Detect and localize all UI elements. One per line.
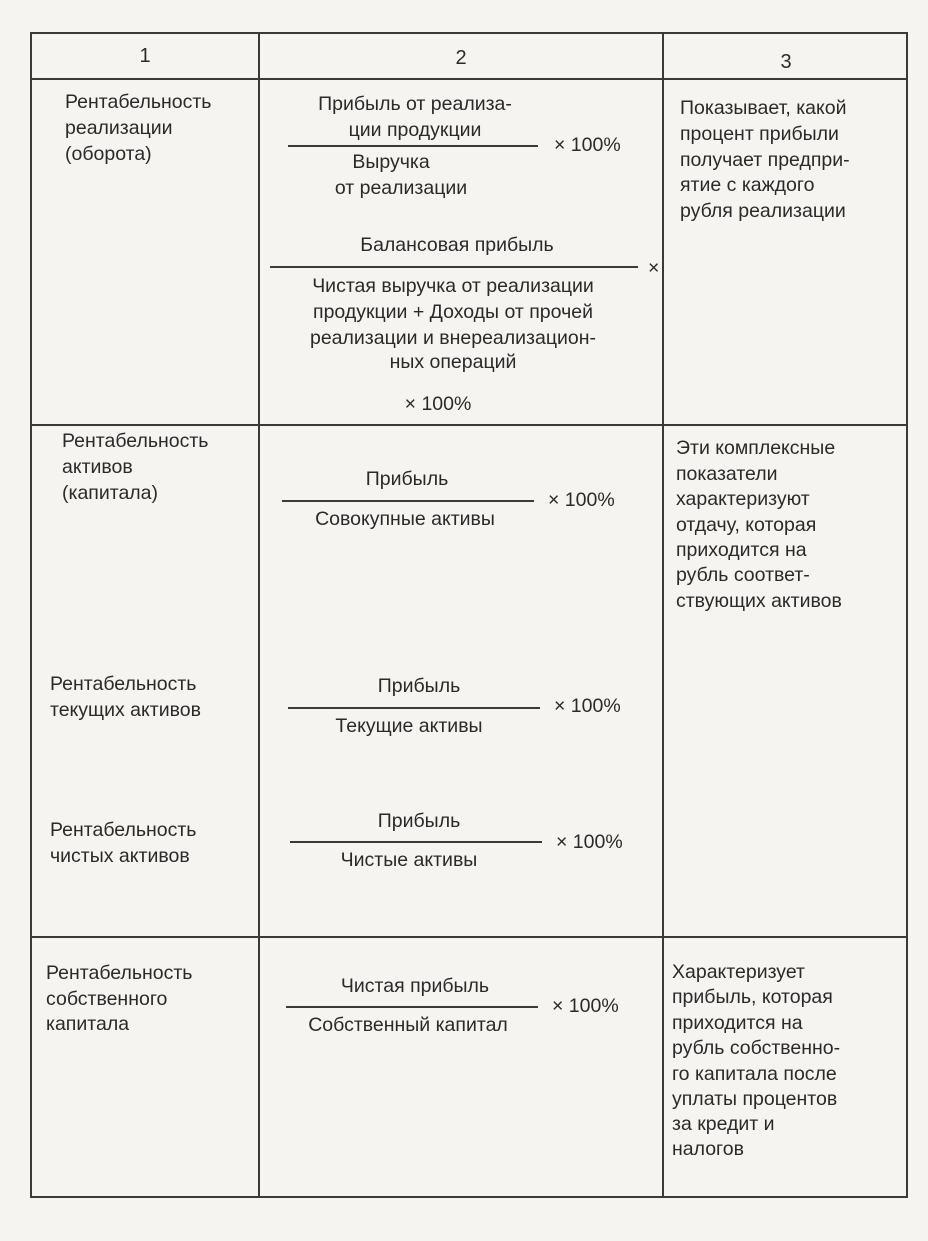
indicator-line: реализации: [65, 117, 173, 139]
formula-denominator: Чистая выручка от реализации: [312, 275, 594, 297]
formula-denominator: Собственный капитал: [308, 1014, 508, 1036]
formula-numerator: ции продукции: [348, 119, 482, 141]
description-line: уплаты процентов: [672, 1088, 838, 1110]
indicator-line: Рентабельность: [50, 819, 197, 841]
description-line: рубль соответ-: [676, 564, 810, 586]
description-line: ствующих активов: [676, 590, 842, 612]
header-divider: [32, 78, 906, 80]
fraction-line: [288, 707, 540, 709]
description-line: отдачу, которая: [676, 514, 817, 536]
indicator-line: капитала: [46, 1013, 130, 1035]
formula-denominator: от реализации: [334, 177, 468, 199]
description-line: налогов: [672, 1138, 744, 1160]
indicator-line: Рентабельность: [65, 91, 212, 113]
description-line: прибыль, которая: [672, 986, 833, 1008]
formula-denominator: Совокупные активы: [315, 508, 495, 530]
description-line: процент прибыли: [680, 123, 839, 145]
fraction-line: [282, 500, 534, 502]
description-line: ятие с каждого: [680, 174, 815, 196]
description-line: за кредит и: [672, 1113, 775, 1135]
formula-numerator: Прибыль: [377, 810, 461, 832]
fraction-line: [270, 266, 638, 268]
formula-multiplier: × 100%: [554, 134, 621, 156]
formula-denominator: Выручка: [352, 151, 430, 173]
description-line: характеризуют: [676, 488, 810, 510]
formula-denominator: Текущие активы: [335, 715, 483, 737]
description-line: рубля реализации: [680, 200, 846, 222]
row-divider-2: [32, 936, 906, 938]
indicator-line: собственного: [46, 988, 168, 1010]
formula-multiplier: × 100%: [556, 831, 623, 853]
indicator-line: чистых активов: [50, 845, 190, 867]
description-line: Эти комплексные: [676, 437, 836, 459]
fraction-line: [286, 1006, 538, 1008]
formula-multiplier: × 100%: [554, 695, 621, 717]
header-col-3: 3: [780, 51, 792, 73]
header-col-2: 2: [455, 47, 467, 69]
indicator-line: Рентабельность: [62, 430, 209, 452]
column-divider-2: [662, 34, 664, 1196]
description-line: рубль собственно-: [672, 1037, 841, 1059]
fraction-line: [288, 145, 538, 147]
indicator-line: текущих активов: [50, 699, 201, 721]
formula-denominator: реализации и внереализацион-: [309, 327, 596, 349]
formula-multiplier: × 100%: [548, 489, 615, 511]
row-divider-1: [32, 424, 906, 426]
indicator-line: Рентабельность: [46, 962, 193, 984]
description-line: Показывает, какой: [680, 97, 847, 119]
indicator-line: (оборота): [65, 143, 152, 165]
profitability-table: [30, 32, 908, 1198]
description-line: приходится на: [672, 1012, 803, 1034]
formula-numerator: Прибыль: [365, 468, 449, 490]
formula-numerator: Балансовая прибыль: [360, 234, 554, 256]
formula-numerator: Чистая прибыль: [340, 975, 490, 997]
description-line: го капитала после: [672, 1063, 837, 1085]
formula-multiplier: × 100%: [552, 995, 619, 1017]
formula-times-sign: ×: [648, 257, 660, 279]
description-line: показатели: [676, 463, 778, 485]
description-line: приходится на: [676, 539, 807, 561]
formula-numerator: Прибыль: [377, 675, 461, 697]
formula-numerator: Прибыль от реализа-: [318, 93, 512, 115]
indicator-line: активов: [62, 456, 133, 478]
column-divider-1: [258, 34, 260, 1196]
formula-denominator: продукции + Доходы от прочей: [313, 301, 593, 323]
description-line: получает предпри-: [680, 149, 850, 171]
formula-denominator: Чистые активы: [340, 849, 478, 871]
indicator-line: Рентабельность: [50, 673, 197, 695]
description-line: Характеризует: [672, 961, 805, 983]
formula-denominator: ных операций: [389, 351, 517, 373]
fraction-line: [290, 841, 542, 843]
formula-multiplier: × 100%: [404, 393, 472, 415]
header-col-1: 1: [139, 45, 151, 67]
indicator-line: (капитала): [62, 482, 159, 504]
